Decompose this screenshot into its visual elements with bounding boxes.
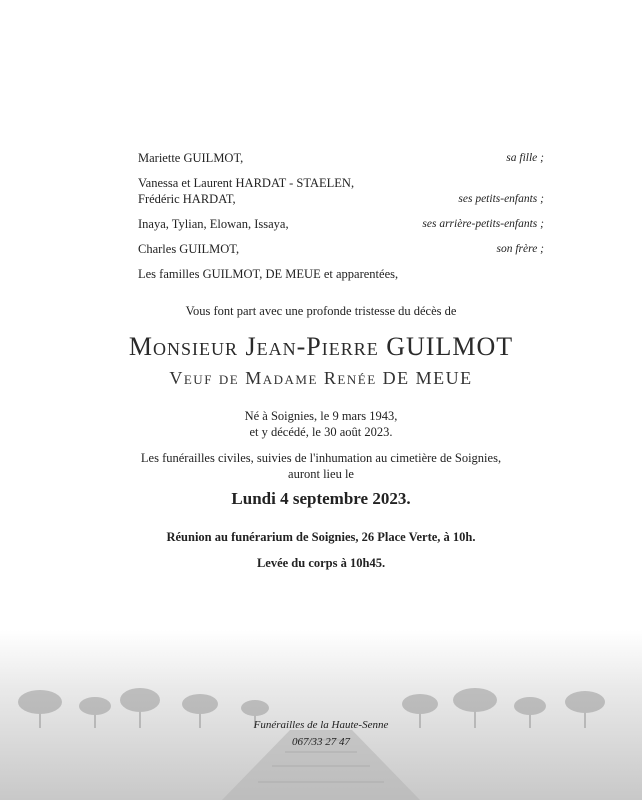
family-row [138,191,544,207]
family-relation: ses petits-enfants ; [458,193,544,205]
meeting-info: Réunion au funérarium de Soignies, 26 Place Verte, à 10h. [166,530,476,544]
death-line: et y décédé, le 30 août 2023. [249,425,393,439]
family-row [138,216,544,232]
family-row [138,175,544,191]
family-relation: son frère ; [496,243,544,255]
levee-info: Levée du corps à 10h45. [256,556,386,570]
family-row [138,150,544,166]
funeral-home-name: Funérailles de la Haute-Senne [253,719,389,731]
tree-silhouettes [0,630,642,800]
widow-of-line: Veuf de Madame Renée DE MEUE [169,368,473,388]
family-row [138,241,544,257]
family-name: Les familles GUILMOT, DE MEUE et apparentées, [138,267,399,281]
funeral-line: Les funérailles civiles, suivies de l'inhumation au cimetière de Soignies, [140,451,502,465]
funeral-home-phone: 067/33 27 47 [291,736,351,748]
family-row [138,266,544,282]
dates-block [0,408,642,440]
funeral-line: auront lieu le [288,467,354,481]
family-name: Frédéric HARDAT, [138,192,236,206]
birth-line: Né à Soignies, le 9 mars 1943, [244,409,398,423]
family-name: Vanessa et Laurent HARDAT - STAELEN, [138,176,355,190]
funeral-home-footer [0,717,642,751]
family-relation: ses arrière-petits-enfants ; [422,218,544,230]
family-name: Mariette GUILMOT, [138,151,244,165]
misty-landscape-image [0,630,642,800]
deceased-name: Monsieur Jean-Pierre GUILMOT [128,332,514,361]
family-name: Charles GUILMOT, [138,242,240,256]
funeral-date: Lundi 4 septembre 2023. [231,489,411,508]
announcement-text: Vous font part avec une profonde tristesse du décès de [185,304,457,318]
family-name: Inaya, Tylian, Elowan, Issaya, [138,217,289,231]
funeral-info [0,450,642,482]
family-list [138,150,544,282]
family-relation: sa fille ; [506,152,544,164]
